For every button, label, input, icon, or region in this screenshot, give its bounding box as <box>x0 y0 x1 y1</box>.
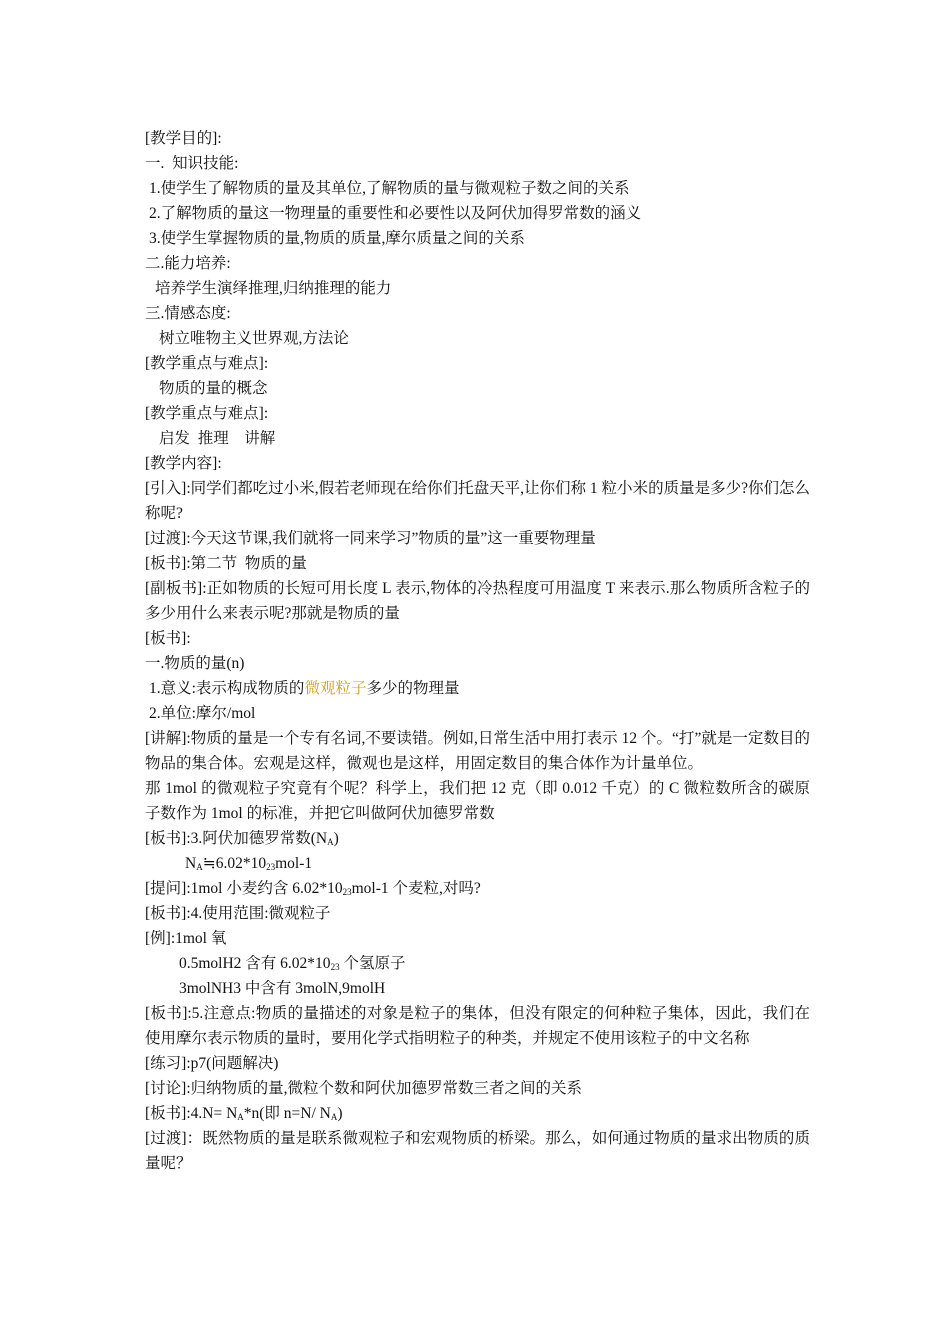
question-text-c: mol-1 个麦粒,对吗? <box>351 880 481 897</box>
question-line <box>145 876 810 901</box>
avogadro-heading <box>145 826 810 851</box>
example-heading: [例]:1mol 氧 <box>145 930 227 947</box>
section-knowledge-skills: 一. 知识技能: <box>145 155 239 172</box>
heading-key-points: [教学重点与难点]: <box>145 355 269 372</box>
scope-line: [板书]:4.使用范围:微观粒子 <box>145 905 331 922</box>
exercise-line: [练习]:p7(问题解决) <box>145 1055 279 1072</box>
avogadro-paragraph: 那 1mol 的微观粒子究竟有个呢？科学上，我们把 12 克（即 0.012 千克）的 C 微粒数所含的碳原子数作为 1mol 的标准，并把它叫做阿伏加德罗常数 <box>145 780 810 822</box>
board-section-title: [板书]:第二节 物质的量 <box>145 555 307 572</box>
goal-item-1: 1.使学生了解物质的量及其单位,了解物质的量与微观粒子数之间的关系 <box>149 180 630 197</box>
notes-paragraph: [板书]:5.注意点:物质的量描述的对象是粒子的集体，但没有限定的何种粒子集体，因此，我们在使用摩尔表示物质的量时，要用化学式指明粒子的种类，并规定不使用该粒子的中文名称 <box>145 1005 810 1047</box>
example-h2-line <box>145 951 810 976</box>
section-ability: 二.能力培养: <box>145 255 231 272</box>
unit-line: 2.单位:摩尔/mol <box>149 705 256 722</box>
formula-a: [板书]:4.N= N <box>145 1105 238 1122</box>
closing-transition: [过渡]：既然物质的量是联系微观粒子和宏观物质的桥梁。那么，如何通过物质的量求出物质的质量呢？ <box>145 1130 810 1172</box>
meaning-text-a: 1.意义:表示构成物质的 <box>149 680 305 697</box>
formula-c: *n(即 n=N/ N <box>243 1105 331 1122</box>
na-symbol: N <box>185 855 197 872</box>
exponent: 23 <box>330 962 340 972</box>
goal-item-3: 3.使学生掌握物质的量,物质的质量,摩尔质量之间的关系 <box>149 230 525 247</box>
question-text-a: [提问]:1mol 小麦约含 6.02*10 <box>145 880 343 897</box>
avogadro-heading-text: [板书]:3.阿伏加德罗常数(N <box>145 830 328 847</box>
discussion-line: [讨论]:归纳物质的量,微粒个数和阿伏加德罗常数三者之间的关系 <box>145 1080 583 1097</box>
intro-paragraph: [引入]:同学们都吃过小米,假若老师现在给你们托盘天平,让你们称 1 粒小米的质量是多少?你们怎么称呢? <box>145 480 810 522</box>
na-value: ≒6.02*10 <box>202 855 267 872</box>
heading-content: [教学内容]: <box>145 455 222 472</box>
avogadro-value-line <box>145 851 810 876</box>
board-label: [板书]: <box>145 630 191 647</box>
exponent: 23 <box>266 862 276 872</box>
example-h2-text: 0.5molH2 含有 6.02*10 <box>179 955 331 972</box>
subscript-a: A <box>196 862 203 872</box>
amount-heading: 一.物质的量(n) <box>145 655 245 672</box>
explain-paragraph: [讲解]:物质的量是一个专有名词,不要读错。例如,日常生活中用打表示 12 个。“打”就是一定数目的物品的集合体。宏观是这样，微观也是这样，用固定数目的集合体作为计量单位。 <box>145 730 810 772</box>
methods-text: 启发 推理 讲解 <box>159 430 276 447</box>
formula-e: ) <box>337 1105 343 1122</box>
goal-item-2: 2.了解物质的量这一物理量的重要性和必要性以及阿伏加得罗常数的涵义 <box>149 205 642 222</box>
document-body <box>145 126 810 1176</box>
subscript-a: A <box>327 837 334 847</box>
meaning-line <box>145 676 810 701</box>
sub-board-paragraph: [副板书]:正如物质的长短可用长度 L 表示,物体的冷热程度可用温度 T 来表示.那么物质所含粒子的多少用什么来表示呢?那就是物质的量 <box>145 580 810 622</box>
meaning-text-c: 多少的物理量 <box>366 680 460 697</box>
transition-paragraph: [过渡]:今天这节课,我们就将一同来学习”物质的量”这一重要物理量 <box>145 530 596 547</box>
formula-line <box>145 1101 810 1126</box>
example-h2-tail: 个氢原子 <box>339 955 406 972</box>
na-unit: mol-1 <box>275 855 313 872</box>
attitude-text: 树立唯物主义世界观,方法论 <box>159 330 349 347</box>
exponent: 23 <box>342 887 352 897</box>
subscript-a: A <box>330 1112 338 1122</box>
key-points-text: 物质的量的概念 <box>159 380 268 397</box>
heading-key-points-2: [教学重点与难点]: <box>145 405 269 422</box>
section-attitude: 三.情感态度: <box>145 305 231 322</box>
avogadro-heading-close: ) <box>333 830 339 847</box>
heading-teaching-goals: [教学目的]: <box>145 130 222 147</box>
ability-text: 培养学生演绎推理,归纳推理的能力 <box>155 280 392 297</box>
example-nh3-line: 3molNH3 中含有 3molN,9molH <box>179 980 386 997</box>
meaning-highlight: 微观粒子 <box>304 680 367 697</box>
subscript-a: A <box>237 1112 244 1122</box>
